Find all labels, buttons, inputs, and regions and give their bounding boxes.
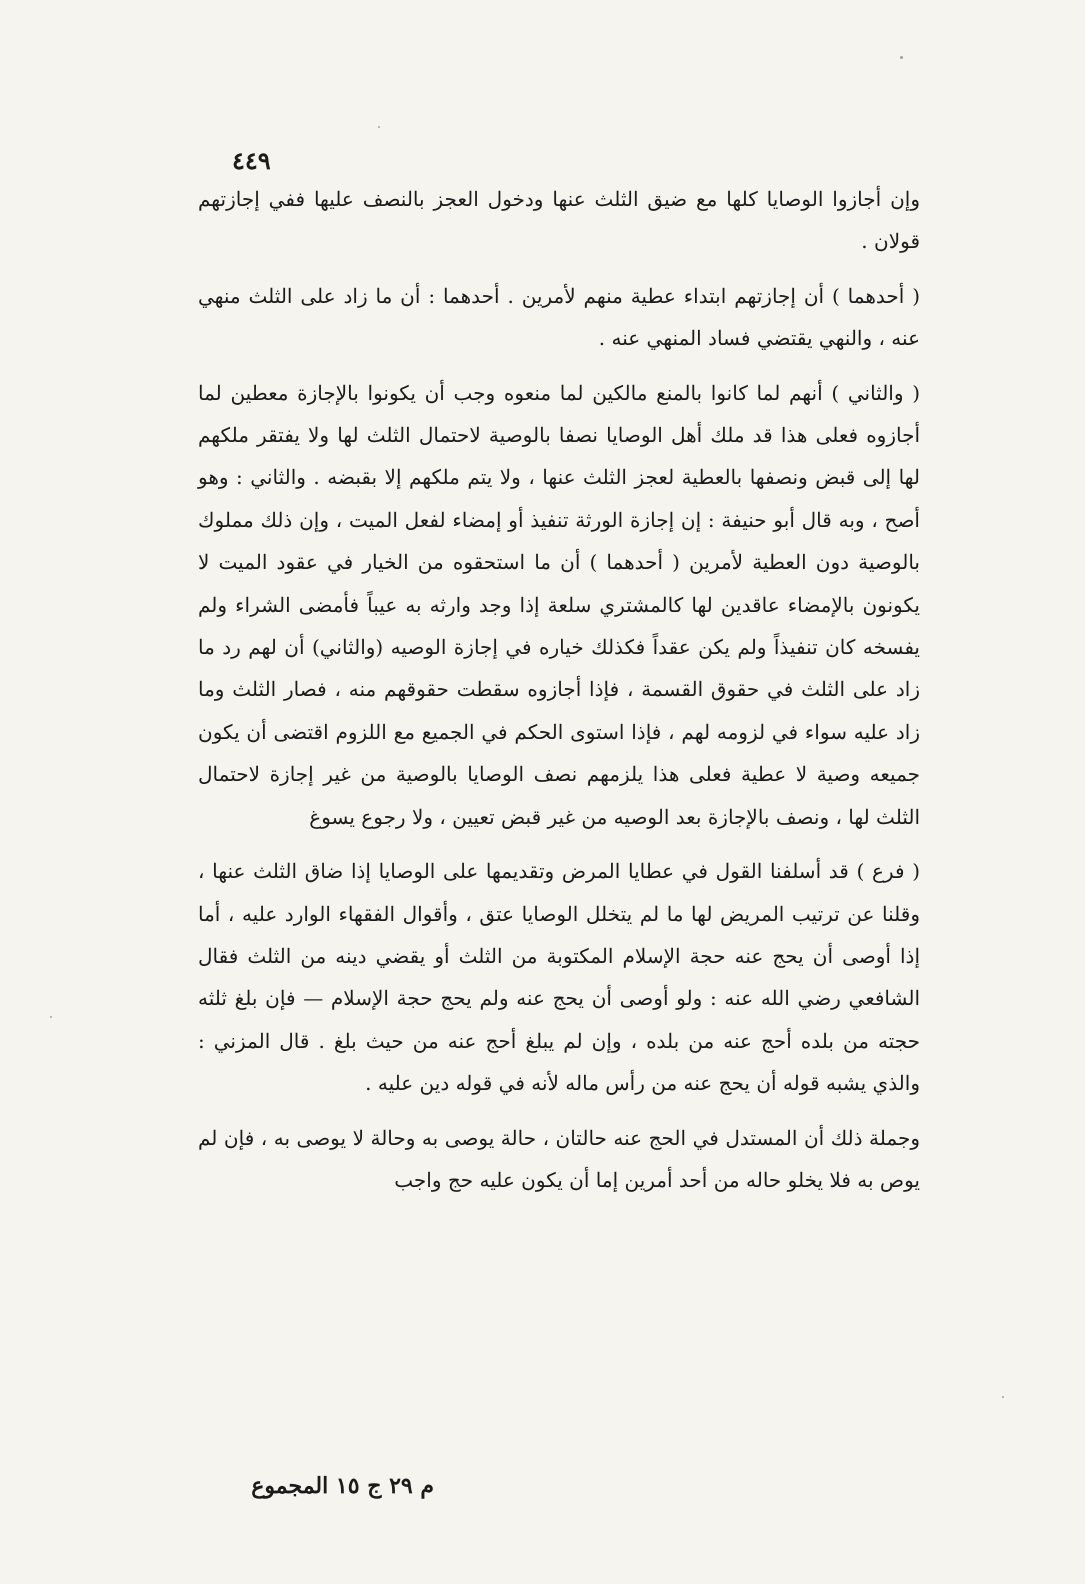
scan-speck (900, 56, 903, 59)
body-text (198, 178, 920, 1201)
scan-speck (50, 1016, 52, 1018)
page-number: ٤٤٩ (232, 146, 271, 175)
scan-speck (1002, 1396, 1004, 1398)
paragraph-2: ( أحدهما ) أن إجازتهم ابتداء عطية منهم لأمرين . أحدهما : أن ما زاد على الثلث منهي عنه ، والنهي يقتضي فساد المنهي عنه . (198, 283, 920, 351)
paragraph-4: ( فرع ) قد أسلفنا القول في عطايا المرض وتقديمها على الوصايا إذا ضاق الثلث عنها ، وقلنا عن ترتيب المريض لها ما لم يتخلل الوصايا عتق ، وأقوال الفقهاء الوارد عليه ، أما إذا أوصى أن يحج عنه حجة الإسلام المكتوبة من الثلث أو يقضي دينه من الثلث فقال الشافعي رضي الله عنه : ولو أوصى أن يحج عنه ولم يحج حجة الإسلام — فإن بلغ ثلثه حجته من بلده أحج عنه من بلده ، وإن لم يبلغ أحج عنه من حيث بلغ . قال المزني : والذي يشبه قوله أن يحج عنه من رأس ماله لأنه في قوله دين عليه . (198, 859, 920, 1096)
paragraph-5: وجملة ذلك أن المستدل في الحج عنه حالتان ، حالة يوصى به وحالة لا يوصى به ، فإن لم يوص به فلا يخلو حاله من أحد أمرين إما أن يكون عليه حج واجب (198, 1125, 920, 1192)
page-footer: م ٢٩ ج ١٥ المجموع (251, 1473, 434, 1499)
paragraph-3: ( والثاني ) أنهم لما كانوا بالمنع مالكين لما منعوه وجب أن يكونوا بالإجازة معطين لما أجازوه فعلى هذا قد ملك أهل الوصايا نصفا بالوصية لاحتمال الثلث لها ولا يفتقر ملكهم لها إلى قبض ونصفها بالعطية لعجز الثلث عنها ، ولا يتم ملكهم إلا بقبضه . والثاني : وهو أصح ، وبه قال أبو حنيفة : إن إجازة الورثة تنفيذ أو إمضاء لفعل الميت ، وإن ذلك مملوك بالوصية دون العطية لأمرين ( أحدهما ) أن ما استحقوه من الخيار في عقود الميت لا يكونون بالإمضاء عاقدين لها كالمشتري سلعة إذا وجد وارثه به عيباً فأمضى الشراء ولم يفسخه كان تنفيذاً ولم يكن عقداً فكذلك خياره في إجازة الوصيه (والثاني) أن لهم رد ما زاد على الثلث في حقوق القسمة ، فإذا أجازوه سقطت حقوقهم منه ، فصار الثلث وما زاد عليه سواء في لزومه لهم ، فإذا استوى الحكم في الجميع مع اللزوم اقتضى أن يكون جميعه وصية لا عطية فعلى هذا يلزمهم نصف الوصايا بالوصية من غير إجازة لاحتمال الثلث لها ، ونصف بالإجازة بعد الوصيه من غير قبض تعيين ، ولا رجوع يسوغ (198, 380, 920, 829)
scan-speck (378, 126, 380, 128)
paragraph-1: وإن أجازوا الوصايا كلها مع ضيق الثلث عنها ودخول العجز بالنصف عليها ففي إجازتهم قولان . (198, 187, 920, 254)
